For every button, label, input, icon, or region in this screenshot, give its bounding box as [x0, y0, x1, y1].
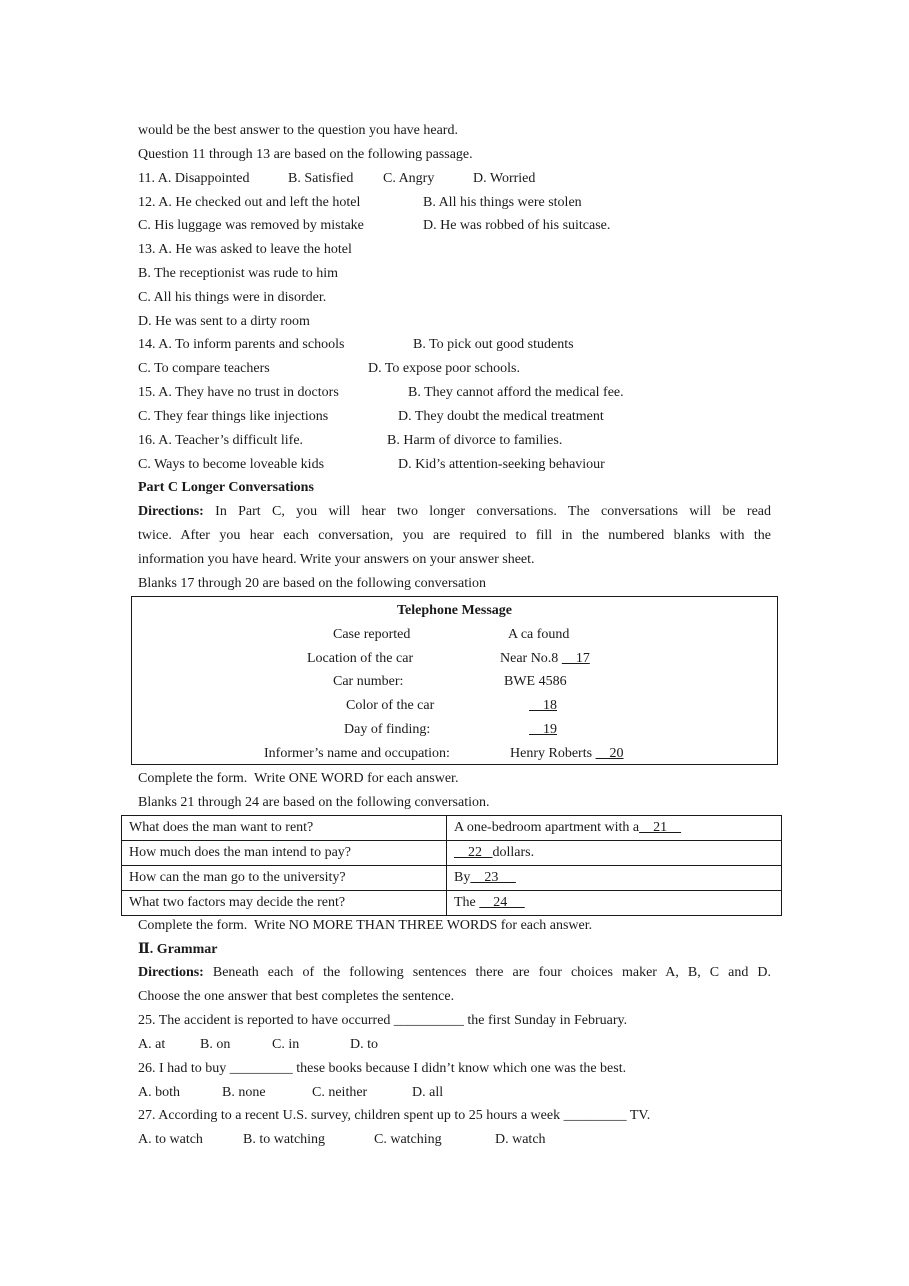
complete-form-instruction-2: Complete the form. Write NO MORE THAN THREE WORDS for each answer. — [138, 918, 593, 933]
blank-17: 17 — [561, 651, 590, 666]
msg-label-location: Location of the car — [307, 651, 414, 666]
directions-label: Directions: — [138, 965, 204, 980]
q16-option-a: 16. A. Teacher’s difficult life. — [138, 433, 304, 448]
q27-option-a: A. to watch — [138, 1132, 203, 1147]
blank-21: 21 — [639, 820, 682, 835]
q27-option-c: C. watching — [374, 1132, 442, 1147]
blank-20: 20 — [595, 746, 624, 761]
q12-option-b: B. All his things were stolen — [423, 195, 582, 210]
answer-text: By — [454, 870, 471, 885]
q11-option-a: 11. A. Disappointed — [138, 171, 250, 186]
msg-value-car-number: BWE 4586 — [504, 674, 567, 689]
q13-option-d: D. He was sent to a dirty room — [138, 314, 310, 329]
q27-option-d: D. watch — [495, 1132, 546, 1147]
q11-option-d: D. Worried — [473, 171, 536, 186]
rent-question-3: How can the man go to the university? — [122, 866, 447, 891]
q14-option-d: D. To expose poor schools. — [368, 361, 520, 376]
blank-22: 22 — [454, 845, 493, 860]
msg-label-day: Day of finding: — [344, 722, 431, 737]
q25-option-d: D. to — [350, 1037, 378, 1052]
q15-option-c: C. They fear things like injections — [138, 409, 329, 424]
q14-option-c: C. To compare teachers — [138, 361, 270, 376]
complete-form-instruction-1: Complete the form. Write ONE WORD for each answer. — [138, 771, 459, 786]
part-c-directions-line3: information you have heard. Write your answers on your answer sheet. — [138, 552, 535, 567]
q11-option-c: C. Angry — [383, 171, 435, 186]
q12-option-a: 12. A. He checked out and left the hotel — [138, 195, 361, 210]
msg-value-location — [500, 647, 590, 671]
table-row — [122, 841, 782, 866]
rent-answer-3 — [447, 866, 782, 891]
telephone-message-title: Telephone Message — [397, 603, 512, 618]
blanks-21-24-intro: Blanks 21 through 24 are based on the following conversation. — [138, 795, 490, 810]
blank-18: 18 — [529, 698, 557, 713]
blank-23: 23 — [470, 870, 516, 885]
q25-option-a: A. at — [138, 1037, 166, 1052]
rent-table — [121, 815, 782, 916]
q26-option-b: B. none — [222, 1085, 266, 1100]
question-16-line2 — [138, 453, 605, 477]
question-12-line1 — [138, 191, 582, 215]
rent-answer-4 — [447, 891, 782, 916]
q16-option-d: D. Kid’s attention-seeking behaviour — [398, 457, 605, 472]
q26-option-a: A. both — [138, 1085, 180, 1100]
q13-option-b: B. The receptionist was rude to him — [138, 266, 338, 281]
question-14-line2 — [138, 357, 520, 381]
grammar-directions-line2: Choose the one answer that best completes the sentence. — [138, 989, 455, 1004]
grammar-heading: Ⅱ. Grammar — [138, 942, 218, 957]
q11-option-b: B. Satisfied — [288, 171, 354, 186]
q25-stem: 25. The accident is reported to have occurred __________ the first Sunday in February. — [138, 1013, 628, 1028]
location-text: Near No.8 — [500, 651, 562, 666]
blanks-17-20-intro: Blanks 17 through 20 are based on the following conversation — [138, 576, 486, 591]
q27-stem: 27. According to a recent U.S. survey, children spent up to 25 hours a week _________ TV. — [138, 1108, 651, 1123]
rent-answer-1 — [447, 816, 782, 841]
q12-option-d: D. He was robbed of his suitcase. — [423, 218, 611, 233]
q11-13-header: Question 11 through 13 are based on the following passage. — [138, 147, 473, 162]
q14-option-b: B. To pick out good students — [413, 337, 574, 352]
q25-option-c: C. in — [272, 1037, 300, 1052]
question-27-options — [138, 1128, 546, 1152]
part-c-directions-line1 — [138, 500, 771, 524]
answer-suffix: dollars. — [492, 845, 535, 860]
directions-text-1: In Part C, you will hear two longer conversations. The conversations will be read — [203, 504, 771, 519]
question-15-line1 — [138, 381, 624, 405]
question-26-options — [138, 1081, 444, 1105]
q15-option-d: D. They doubt the medical treatment — [398, 409, 604, 424]
msg-label-informer: Informer’s name and occupation: — [264, 746, 450, 761]
rent-question-1: What does the man want to rent? — [122, 816, 447, 841]
msg-label-car-number: Car number: — [333, 674, 404, 689]
question-15-line2 — [138, 405, 604, 429]
grammar-directions-text: Beneath each of the following sentences there are four choices maker A, B, C and D. — [203, 965, 771, 980]
msg-value-case: A ca found — [508, 627, 570, 642]
msg-label-case: Case reported — [333, 627, 411, 642]
informer-name: Henry Roberts — [510, 746, 596, 761]
question-16-line1 — [138, 429, 563, 453]
q14-option-a: 14. A. To inform parents and schools — [138, 337, 345, 352]
q12-option-c: C. His luggage was removed by mistake — [138, 218, 364, 233]
question-12-line2 — [138, 214, 611, 238]
q26-option-d: D. all — [412, 1085, 444, 1100]
msg-label-color: Color of the car — [346, 698, 435, 713]
table-row — [122, 891, 782, 916]
q13-option-c: C. All his things were in disorder. — [138, 290, 327, 305]
table-row — [122, 816, 782, 841]
q15-option-a: 15. A. They have no trust in doctors — [138, 385, 339, 400]
q25-option-b: B. on — [200, 1037, 231, 1052]
q16-option-b: B. Harm of divorce to families. — [387, 433, 563, 448]
telephone-message-box — [131, 596, 778, 765]
q26-option-c: C. neither — [312, 1085, 368, 1100]
question-25-options — [138, 1033, 378, 1057]
q26-stem: 26. I had to buy _________ these books because I didn’t know which one was the best. — [138, 1061, 627, 1076]
q13-option-a: 13. A. He was asked to leave the hotel — [138, 242, 352, 257]
question-14-line1 — [138, 333, 574, 357]
part-c-directions-line2: twice. After you hear each conversation, you are required to fill in the numbered blanks with the — [138, 528, 771, 543]
answer-text: The — [454, 895, 480, 910]
intro-line: would be the best answer to the question you have heard. — [138, 123, 458, 138]
rent-question-2: How much does the man intend to pay? — [122, 841, 447, 866]
blank-19: 19 — [529, 722, 557, 737]
rent-answer-2 — [447, 841, 782, 866]
q27-option-b: B. to watching — [243, 1132, 326, 1147]
directions-label: Directions: — [138, 504, 204, 519]
rent-question-4: What two factors may decide the rent? — [122, 891, 447, 916]
grammar-directions-line1 — [138, 961, 771, 985]
q16-option-c: C. Ways to become loveable kids — [138, 457, 325, 472]
q15-option-b: B. They cannot afford the medical fee. — [408, 385, 624, 400]
msg-value-informer — [510, 742, 624, 766]
answer-text: A one-bedroom apartment with a — [454, 820, 640, 835]
question-11 — [138, 167, 536, 191]
table-row — [122, 866, 782, 891]
blank-24: 24 — [479, 895, 525, 910]
part-c-heading: Part C Longer Conversations — [138, 480, 314, 495]
